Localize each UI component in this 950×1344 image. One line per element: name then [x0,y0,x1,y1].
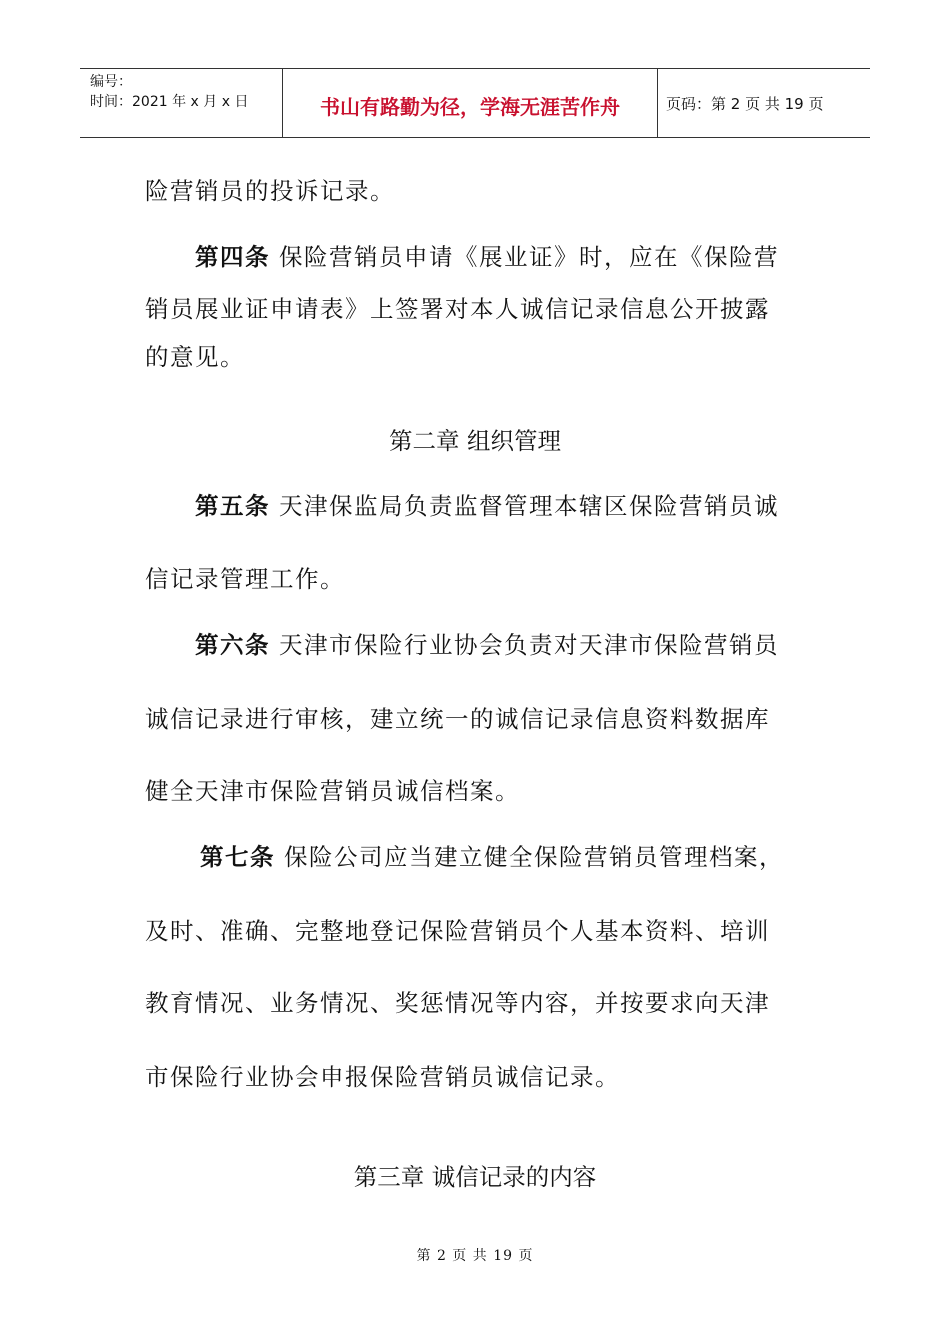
article-7-line: 及时、准确、完整地登记保险营销员个人基本资料、培训 [145,917,770,945]
article-6-line: 健全天津市保险营销员诚信档案。 [145,777,520,805]
article-4-line: 销员展业证申请表》上签署对本人诚信记录信息公开披露 [145,295,770,323]
document-number: 编号： [90,74,132,90]
article-5-line: 信记录管理工作。 [145,565,345,593]
article-heading: 第六条 [195,631,270,659]
document-date: 时间：2021 年 x 月 x 日 [90,94,249,110]
page-header [80,68,870,138]
article-5-line [195,487,860,521]
header-page-code: 页码：第 2 页 共 19 页 [666,95,824,113]
chapter-2-title: 第二章 组织管理 [389,427,561,455]
article-heading: 第四条 [195,243,270,271]
article-4-line: 的意见。 [145,343,245,371]
article-7-line: 市保险行业协会申报保险营销员诚信记录。 [145,1063,620,1091]
article-text: 保险营销员申请《展业证》时，应在《保险营 [270,243,779,271]
article-heading: 第五条 [195,492,270,520]
article-text: 保险公司应当建立健全保险营销员管理档案， [275,843,784,871]
paragraph-line: 险营销员的投诉记录。 [145,177,395,205]
chapter-3-title: 第三章 诚信记录的内容 [353,1163,597,1191]
article-4-line [195,238,860,272]
article-text: 天津市保险行业协会负责对天津市保险营销员 [270,631,779,659]
header-page-cell [658,69,870,137]
header-motto-cell [283,69,657,137]
article-heading: 第七条 [200,843,275,871]
article-7-line [200,838,865,872]
header-motto: 书山有路勤为径，学海无涯苦作舟 [320,95,620,119]
page-footer: 第 2 页 共 19 页 [416,1248,534,1264]
article-text: 天津保监局负责监督管理本辖区保险营销员诚 [270,492,779,520]
article-6-line: 诚信记录进行审核，建立统一的诚信记录信息资料数据库 [145,705,770,733]
header-meta [80,69,282,137]
article-6-line [195,626,860,660]
article-7-line: 教育情况、业务情况、奖惩情况等内容，并按要求向天津 [145,989,770,1017]
